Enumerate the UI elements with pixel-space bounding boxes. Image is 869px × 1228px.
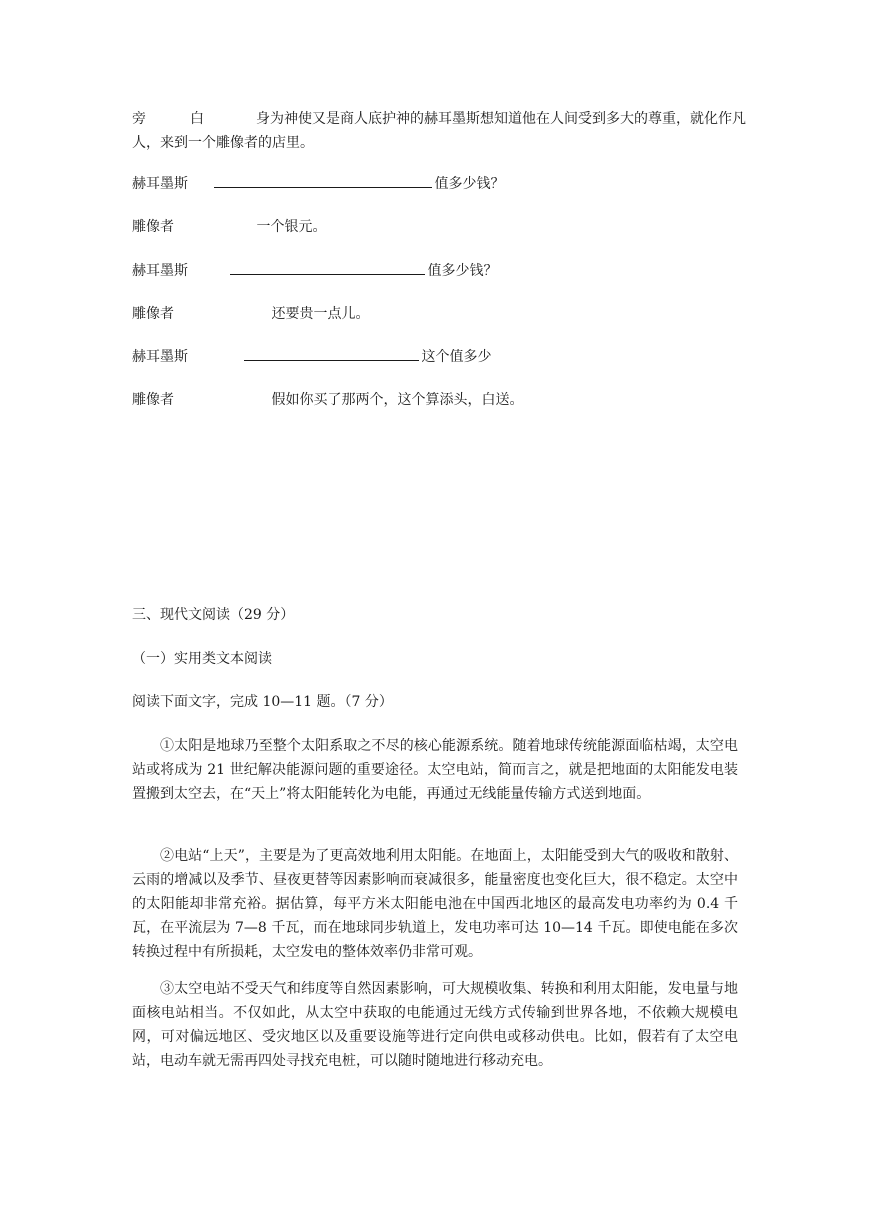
dialogue-line-5 <box>132 346 491 366</box>
answer-blank-1 <box>214 173 432 188</box>
speaker-name: 赫耳墨斯 <box>132 263 188 279</box>
answer-blank-3 <box>244 346 419 361</box>
line-text: 还要贵一点儿。 <box>271 306 370 322</box>
answer-blank-2 <box>230 260 425 275</box>
line-text: 假如你买了那两个，这个算添头，白送。 <box>271 392 524 408</box>
dialogue-line-6 <box>132 389 523 409</box>
narrator-label <box>132 107 256 131</box>
section-subtitle: （一）实用类文本阅读 <box>132 651 272 667</box>
speaker-name: 雕像者 <box>132 306 174 322</box>
paragraph-2: ②电站“上天”，主要是为了更高效地利用太阳能。在地面上，太阳能受到大气的吸收和散射、云雨的增减以及季节、昼夜更替等因素影响而衰减很多，能量密度也变化巨大，很不稳定。太空中的太阳能却非常充裕。据估算，每平方米太阳能电池在中国西北地区的最高发电功率约为 0.4 千瓦，在平流层为 7—8 千瓦，而在地球同步轨道上，发电功率可达 10—14 千瓦。即使电能在多次转换过程中有所损耗，太空发电的整体效率仍非常可观。 <box>132 848 738 960</box>
paragraph-3: ③太空电站不受天气和纬度等自然因素影响，可大规模收集、转换和利用太阳能，发电量与地面核电站相当。不仅如此，从太空中获取的电能通过无线方式传输到世界各地，不依赖大规模电网，可对偏远地区、受灾地区以及重要设施等进行定向供电或移动供电。比如，假若有了太空电站，电动车就无需再四处寻找充电桩，可以随时随地进行移动充电。 <box>132 981 738 1069</box>
dialogue-line-1 <box>132 173 504 193</box>
paragraph-1: ①太阳是地球乃至整个太阳系取之不尽的核心能源系统。随着地球传统能源面临枯竭，太空电站或将成为 21 世纪解决能源问题的重要途径。太空电站，简而言之，就是把地面的太阳能发电装置搬到太空去，在“天上”将太阳能转化为电能，再通过无线能量传输方式送到地面。 <box>132 738 738 802</box>
line-text: 值多少钱？ <box>434 176 505 192</box>
section-title: 三、现代文阅读（29 分） <box>132 607 295 623</box>
line-text: 值多少钱？ <box>427 263 498 279</box>
dialogue-line-3 <box>132 260 497 280</box>
narrator-label-b: 白 <box>190 111 204 127</box>
line-text: 一个银元。 <box>256 219 327 235</box>
narrator-block <box>132 107 772 155</box>
narrator-text: 身为神使又是商人底护神的赫耳墨斯想知道他在人间受到多大的尊重，就化作凡人，来到一个雕像者的店里。 <box>132 111 746 151</box>
dialogue-line-2 <box>132 216 326 236</box>
line-text: 这个值多少 <box>421 349 492 365</box>
narrator-label-a: 旁 <box>132 111 146 127</box>
speaker-name: 雕像者 <box>132 392 174 408</box>
dialogue-line-4 <box>132 303 369 323</box>
speaker-name: 赫耳墨斯 <box>132 349 188 365</box>
speaker-name: 赫耳墨斯 <box>132 176 188 192</box>
speaker-name: 雕像者 <box>132 219 174 235</box>
section-instruction: 阅读下面文字，完成 10—11 题。（7 分） <box>132 694 393 710</box>
